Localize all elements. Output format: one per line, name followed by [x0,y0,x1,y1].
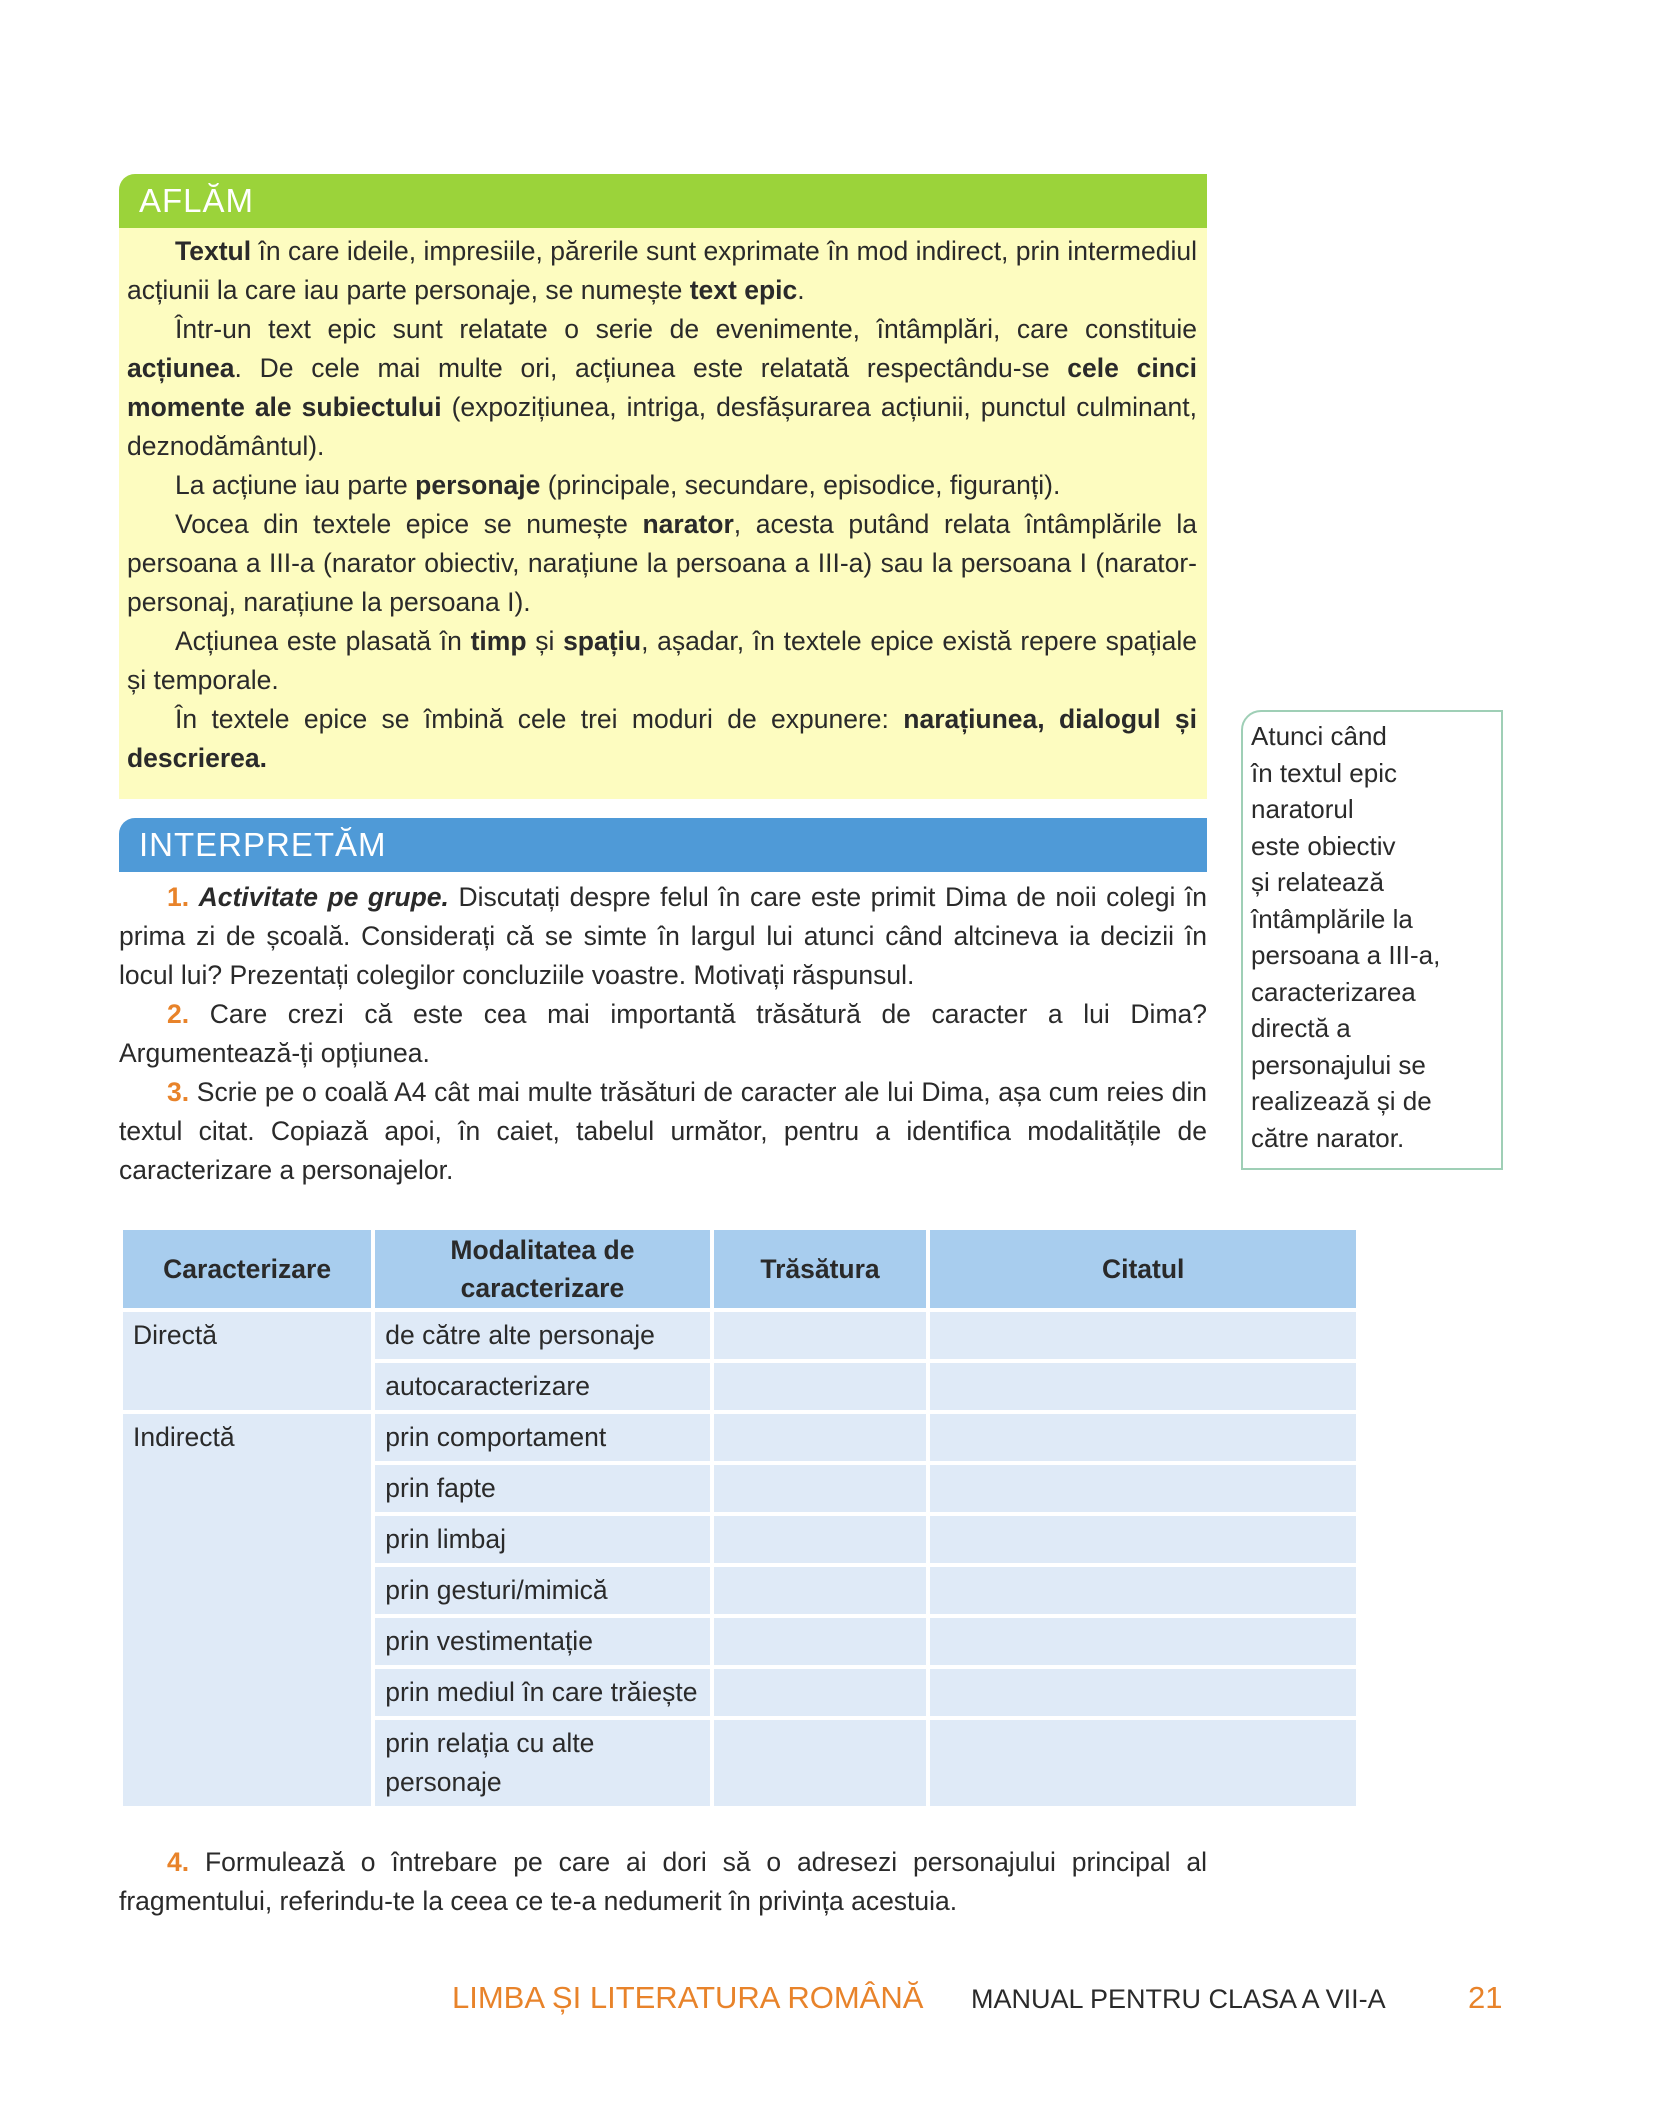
quote-cell [930,1363,1356,1410]
text-run: . [797,275,805,305]
category-cell: Indirectă [123,1414,371,1806]
table-row [123,1312,1356,1359]
trait-cell [714,1567,927,1614]
quote-cell [930,1516,1356,1563]
question-text: Formulează o întrebare pe care ai dori să o adresezi personajului principal al fragmentului, referindu-te la ceea ce te-a nedumerit în privința acestuia. [119,1847,1207,1916]
quote-cell [930,1567,1356,1614]
bold-term: personaje [415,470,541,500]
interpretam-questions [119,878,1207,1190]
aflam-paragraph [127,700,1197,778]
footer-subject: LIMBA ȘI LITERATURA ROMÂNĂ [452,1980,924,2015]
side-note-line: caracterizarea [1251,976,1416,1007]
quote-cell [930,1312,1356,1359]
trait-cell [714,1312,927,1359]
quote-cell [930,1414,1356,1461]
interpretam-section-header [119,818,1207,872]
question-3 [119,1073,1207,1190]
question-4 [119,1843,1207,1921]
quote-cell [930,1618,1356,1665]
quote-cell [930,1720,1356,1806]
text-run: (expozițiunea, intriga, desfășurarea acțiunii, punctul culminant, deznodământul). [127,392,1197,461]
modality-cell: de către alte personaje [375,1312,709,1359]
modality-cell: prin comportament [375,1414,709,1461]
text-run: . De cele mai multe ori, acțiunea este relatată respectându-se [234,353,1068,383]
side-note-line: este obiectiv [1251,830,1396,861]
text-run: în care ideile, impresiile, părerile sunt exprimate în mod indirect, prin intermediul acțiunii la care iau parte personaje, se numește [127,236,1197,305]
trait-cell [714,1465,927,1512]
modality-cell: autocaracterizare [375,1363,709,1410]
quote-cell [930,1465,1356,1512]
aflam-paragraph [127,310,1197,466]
trait-cell [714,1516,927,1563]
modality-cell: prin mediul în care trăiește [375,1669,709,1716]
page-footer [452,1980,1502,2024]
characterization-table [119,1226,1360,1810]
text-run: Într-un text epic sunt relatate o serie de evenimente, întâmplări, care constituie [175,314,1197,344]
side-note-line: în textul epic [1251,757,1397,788]
question-number: 4. [167,1847,190,1877]
bold-term: text epic [689,275,798,305]
aflam-paragraph [127,232,1197,310]
side-note-line: realizează și de [1251,1086,1432,1116]
interpretam-title: INTERPRETĂM [139,826,387,863]
aflam-title: AFLĂM [139,182,255,219]
text-run: Vocea din textele epice se numește [175,509,643,539]
trait-cell [714,1618,927,1665]
text-run: La acțiune iau parte [175,470,416,500]
text-run: , acesta putând relata întâmplările la persoana a III-a (narator obiectiv, narațiune la persoana a III-a) sau la persoana I (narator-personaj, narațiune la persoana I). [127,509,1197,617]
text-run: , așadar, în textele epice există repere spațiale și temporale. [127,626,1197,695]
quote-cell [930,1669,1356,1716]
text-run: Acțiunea este plasată în [175,626,471,656]
table-header-cell: Trăsătura [714,1230,927,1308]
trait-cell [714,1669,927,1716]
side-note-line: către narator. [1251,1122,1405,1153]
modality-cell: prin fapte [375,1465,709,1512]
table-header-cell: Caracterizare [123,1230,371,1308]
question-number: 3. [167,1077,190,1107]
table-row [123,1414,1356,1461]
footer-manual: MANUAL PENTRU CLASA A VII-A [971,1984,1386,2014]
question-2 [119,995,1207,1073]
aflam-paragraph [127,622,1197,700]
side-note-box [1241,710,1503,1170]
modality-cell: prin relația cu alte personaje [375,1720,709,1806]
category-cell: Directă [123,1312,371,1410]
modality-cell: prin gesturi/mimică [375,1567,709,1614]
question-number: 2. [167,999,190,1029]
bold-term: timp [470,626,527,656]
trait-cell [714,1720,927,1806]
text-run: (principale, secundare, episodice, figuranți). [540,470,1061,500]
question-text: Care crezi că este cea mai importantă trăsătură de caracter a lui Dima? Argumentează-ți opțiunea. [119,999,1207,1068]
question-text: Discutați despre felul în care este primit Dima de noii colegi în prima zi de școală. Considerați că se simte în largul lui atunci când altcineva ia decizii în locul lui? Prezentați colegilor concluziile voastre. Motivați răspunsul. [119,882,1207,990]
bold-term: acțiunea [127,353,235,383]
text-run: și [526,626,564,656]
bold-term: narațiunea, dialogul și descrierea. [127,704,1198,773]
table-header-cell: Modalitatea de caracterizare [375,1230,709,1308]
aflam-content-box [119,228,1207,799]
side-note-line: și relatează [1251,867,1384,897]
text-run: În textele epice se îmbină cele trei moduri de expunere: [175,704,904,734]
side-note-line: naratorul [1251,794,1354,824]
side-note-line: persoana a III-a, [1251,940,1441,970]
table-header-cell: Citatul [930,1230,1356,1308]
question-lead: Activitate pe grupe. [198,882,449,912]
modality-cell: prin limbaj [375,1516,709,1563]
side-note-line: întâmplările la [1251,903,1413,934]
side-note-line: Atunci când [1251,721,1387,751]
trait-cell [714,1363,927,1410]
aflam-paragraph [127,505,1197,622]
question-1 [119,878,1207,995]
aflam-paragraph [127,466,1197,505]
bold-term: narator [642,509,734,539]
side-note-line: directă a [1251,1013,1351,1043]
question-4-block [119,1843,1207,1921]
bold-term: spațiu [563,626,642,656]
aflam-section-header [119,174,1207,228]
question-number: 1. [167,882,190,912]
bold-term: Textul [175,236,252,266]
bold-term: cele cinci momente ale subiectului [127,353,1197,422]
question-text: Scrie pe o coală A4 cât mai multe trăsături de caracter ale lui Dima, așa cum reies din textul citat. Copiază apoi, în caiet, tabelul următor, pentru a identifica modalitățile de caracterizare a personajelor. [119,1077,1207,1185]
side-note-line: personajului se [1251,1049,1426,1080]
trait-cell [714,1414,927,1461]
page-number: 21 [1468,1980,1503,2015]
table-header-row [123,1230,1356,1308]
modality-cell: prin vestimentație [375,1618,709,1665]
